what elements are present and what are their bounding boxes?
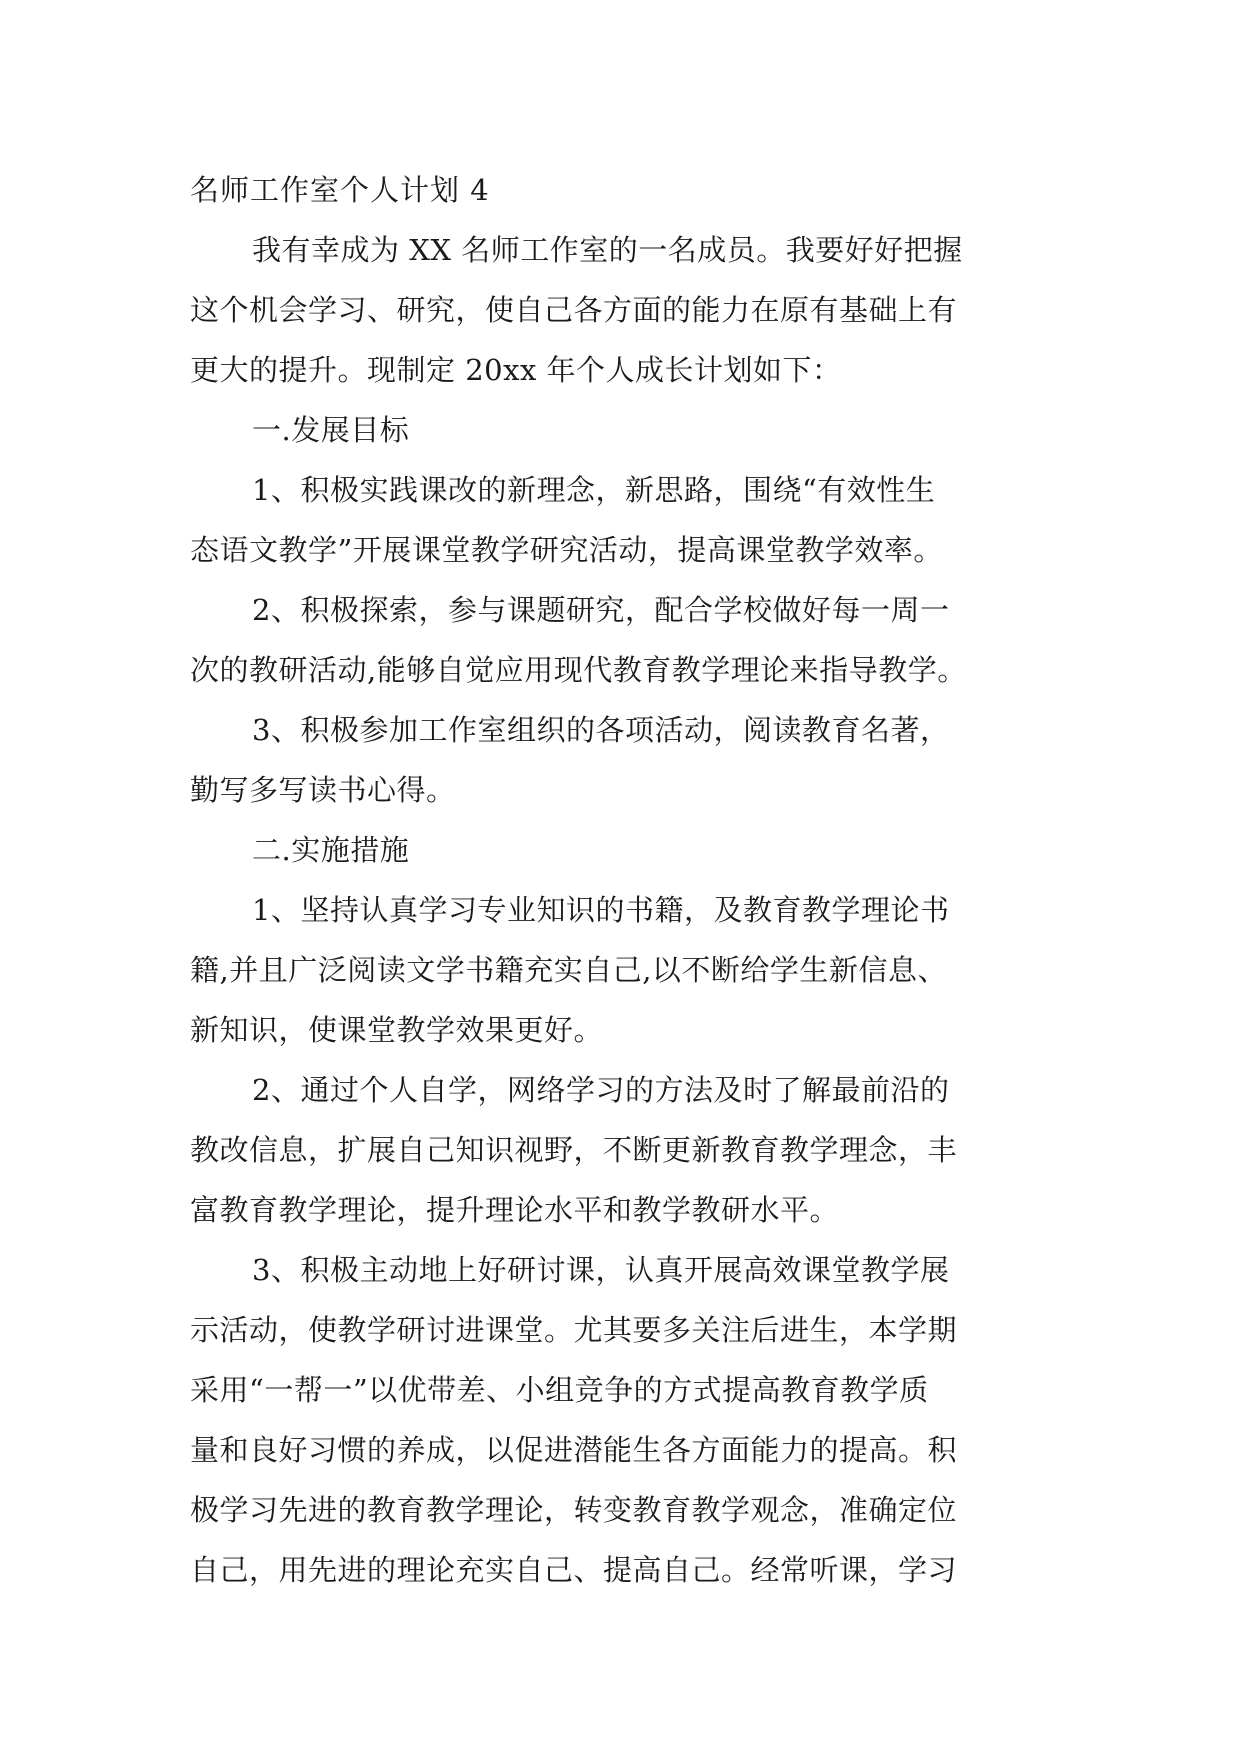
paragraph-line: 2、积极探索，参与课题研究，配合学校做好每一周一: [252, 593, 950, 627]
paragraph-line: 2、通过个人自学，网络学习的方法及时了解最前沿的: [252, 1073, 950, 1107]
paragraph-line: 自己，用先进的理论充实自己、提高自己。经常听课，学习: [190, 1553, 958, 1587]
paragraph-line: 采用“一帮一”以优带差、小组竞争的方式提高教育教学质: [190, 1373, 929, 1407]
section-heading: 一.发展目标: [252, 413, 410, 447]
paragraph-line: 新知识，使课堂教学效果更好。: [190, 1013, 604, 1047]
section-heading: 二.实施措施: [252, 833, 410, 867]
paragraph-line: 我有幸成为 XX 名师工作室的一名成员。我要好好把握: [252, 233, 963, 267]
paragraph-line: 3、积极参加工作室组织的各项活动，阅读教育名著，: [252, 713, 950, 747]
paragraph-line: 更大的提升。现制定 20xx 年个人成长计划如下：: [190, 353, 842, 387]
document-body: [190, 160, 1058, 1600]
paragraph-line: 勤写多写读书心得。: [190, 773, 456, 807]
paragraph-line: 3、积极主动地上好研讨课，认真开展高效课堂教学展: [252, 1253, 950, 1287]
paragraph-line: 1、坚持认真学习专业知识的书籍，及教育教学理论书: [252, 893, 950, 927]
paragraph-line: 富教育教学理论，提升理论水平和教学教研水平。: [190, 1193, 840, 1227]
paragraph-line: 1、积极实践课改的新理念，新思路，围绕“有效性生: [252, 473, 936, 507]
paragraph-line: 量和良好习惯的养成，以促进潜能生各方面能力的提高。积: [190, 1433, 958, 1467]
paragraph-line: 示活动，使教学研讨进课堂。尤其要多关注后进生，本学期: [190, 1313, 958, 1347]
paragraph-line: 这个机会学习、研究，使自己各方面的能力在原有基础上有: [190, 293, 958, 327]
paragraph-line: 态语文教学”开展课堂教学研究活动，提高课堂教学效率。: [190, 533, 943, 567]
document-title: 名师工作室个人计划 4: [190, 173, 490, 207]
paragraph-line: 教改信息，扩展自己知识视野，不断更新教育教学理念，丰: [190, 1133, 958, 1167]
paragraph-line: 次的教研活动,能够自觉应用现代教育教学理论来指导教学。: [190, 653, 967, 687]
paragraph-line: 籍,并且广泛阅读文学书籍充实自己,以不断给学生新信息、: [190, 953, 947, 987]
paragraph-line: 极学习先进的教育教学理论，转变教育教学观念，准确定位: [190, 1493, 958, 1527]
